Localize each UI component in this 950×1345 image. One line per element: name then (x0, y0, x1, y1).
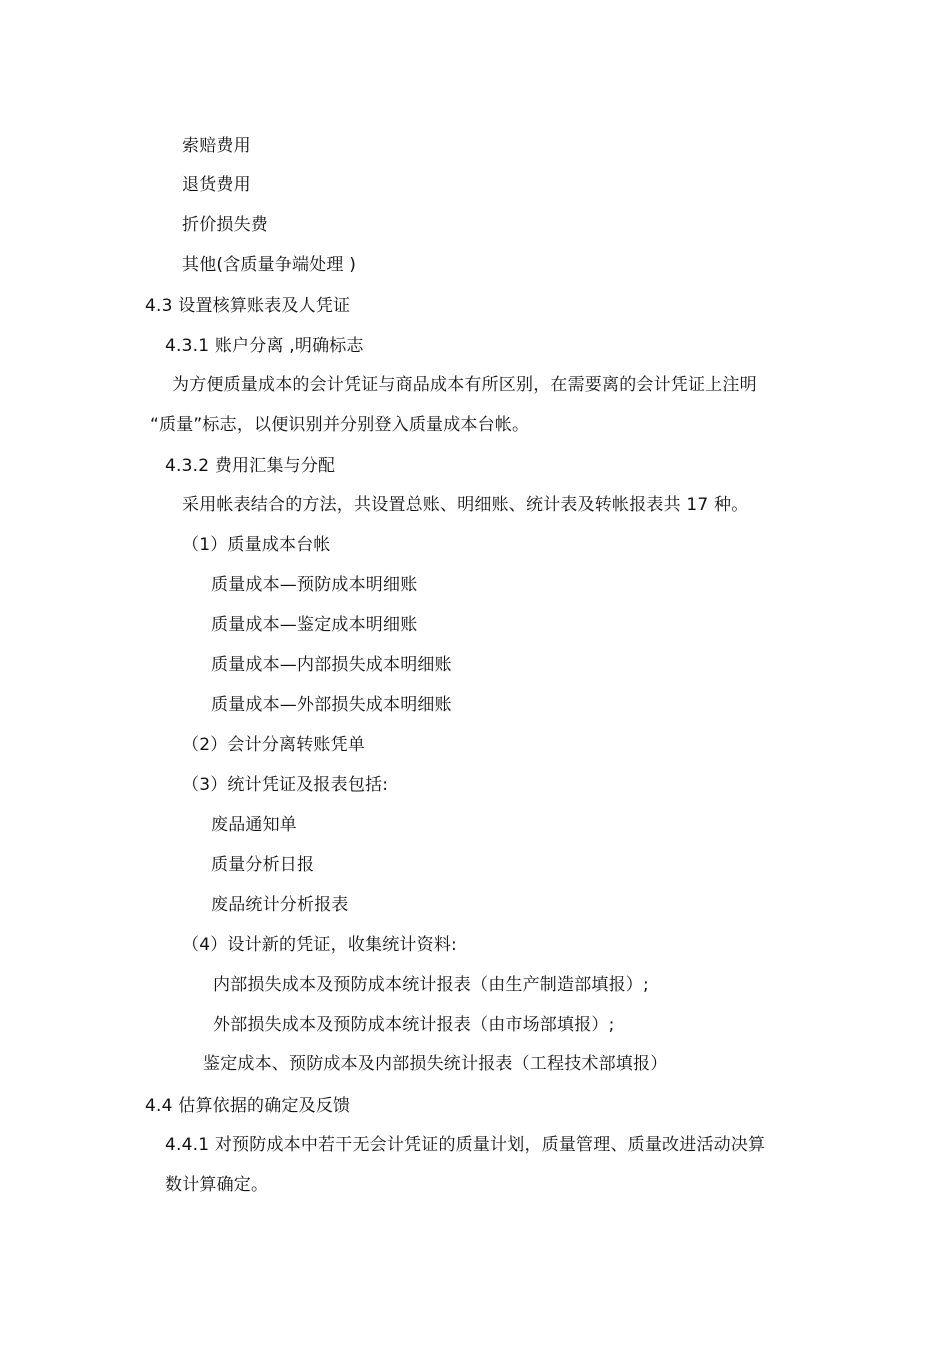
section-heading-4-3: 4.3 设置核算账表及人凭证 (145, 296, 351, 316)
list-item-4: （4）设计新的凭证，收集统计资料: (182, 935, 457, 955)
sub-item-jianding: 质量成本—鉴定成本明细账 (211, 615, 418, 635)
sub-item-feipin-tongzhi: 废品通知单 (211, 815, 297, 835)
list-item-2: （2）会计分离转账凭单 (182, 735, 366, 755)
subsection-heading-4-3-2: 4.3.2 费用汇集与分配 (165, 456, 336, 476)
sub-item-waibu: 质量成本—外部损失成本明细账 (211, 695, 452, 715)
text-line-qita: 其他(含质量争端处理 ) (182, 255, 357, 275)
text-line-tuihuo: 退货费用 (182, 175, 251, 195)
list-item-1: （1）质量成本台帐 (182, 535, 331, 555)
sub-item-jianding-baobiao: 鉴定成本、预防成本及内部损失统计报表（工程技术部填报） (203, 1054, 668, 1074)
sub-item-feipin-tongji: 废品统计分析报表 (211, 895, 349, 915)
sub-item-yufang: 质量成本—预防成本明细账 (211, 575, 418, 595)
text-line-suopei: 索赔费用 (182, 136, 251, 156)
list-item-3: （3）统计凭证及报表包括: (182, 775, 389, 795)
sub-item-neibu-baobiao: 内部损失成本及预防成本统计报表（由生产制造部填报）; (213, 975, 649, 995)
text-line-zhejia: 折价损失费 (182, 215, 268, 235)
sub-item-waibu-baobiao: 外部损失成本及预防成本统计报表（由市场部填报）; (213, 1015, 615, 1035)
paragraph-line-2: “质量”标志，以便识别并分别登入质量成本台帐。 (150, 415, 530, 435)
paragraph-line-3: 采用帐表结合的方法，共设置总账、明细账、统计表及转帐报表共 17 种。 (182, 495, 749, 515)
subsection-heading-4-3-1: 4.3.1 账户分离 ,明确标志 (165, 336, 364, 356)
sub-item-zhiliang-fenxi: 质量分析日报 (211, 855, 315, 875)
subsection-heading-4-4-1: 4.4.1 对预防成本中若干无会计凭证的质量计划，质量管理、质量改进活动决算 (165, 1135, 766, 1155)
section-heading-4-4: 4.4 估算依据的确定及反馈 (145, 1096, 351, 1116)
paragraph-line-4: 数计算确定。 (165, 1175, 269, 1195)
sub-item-neibu: 质量成本—内部损失成本明细账 (211, 655, 452, 675)
paragraph-line-1: 为方便质量成本的会计凭证与商品成本有所区别，在需要离的会计凭证上注明 (172, 375, 757, 395)
